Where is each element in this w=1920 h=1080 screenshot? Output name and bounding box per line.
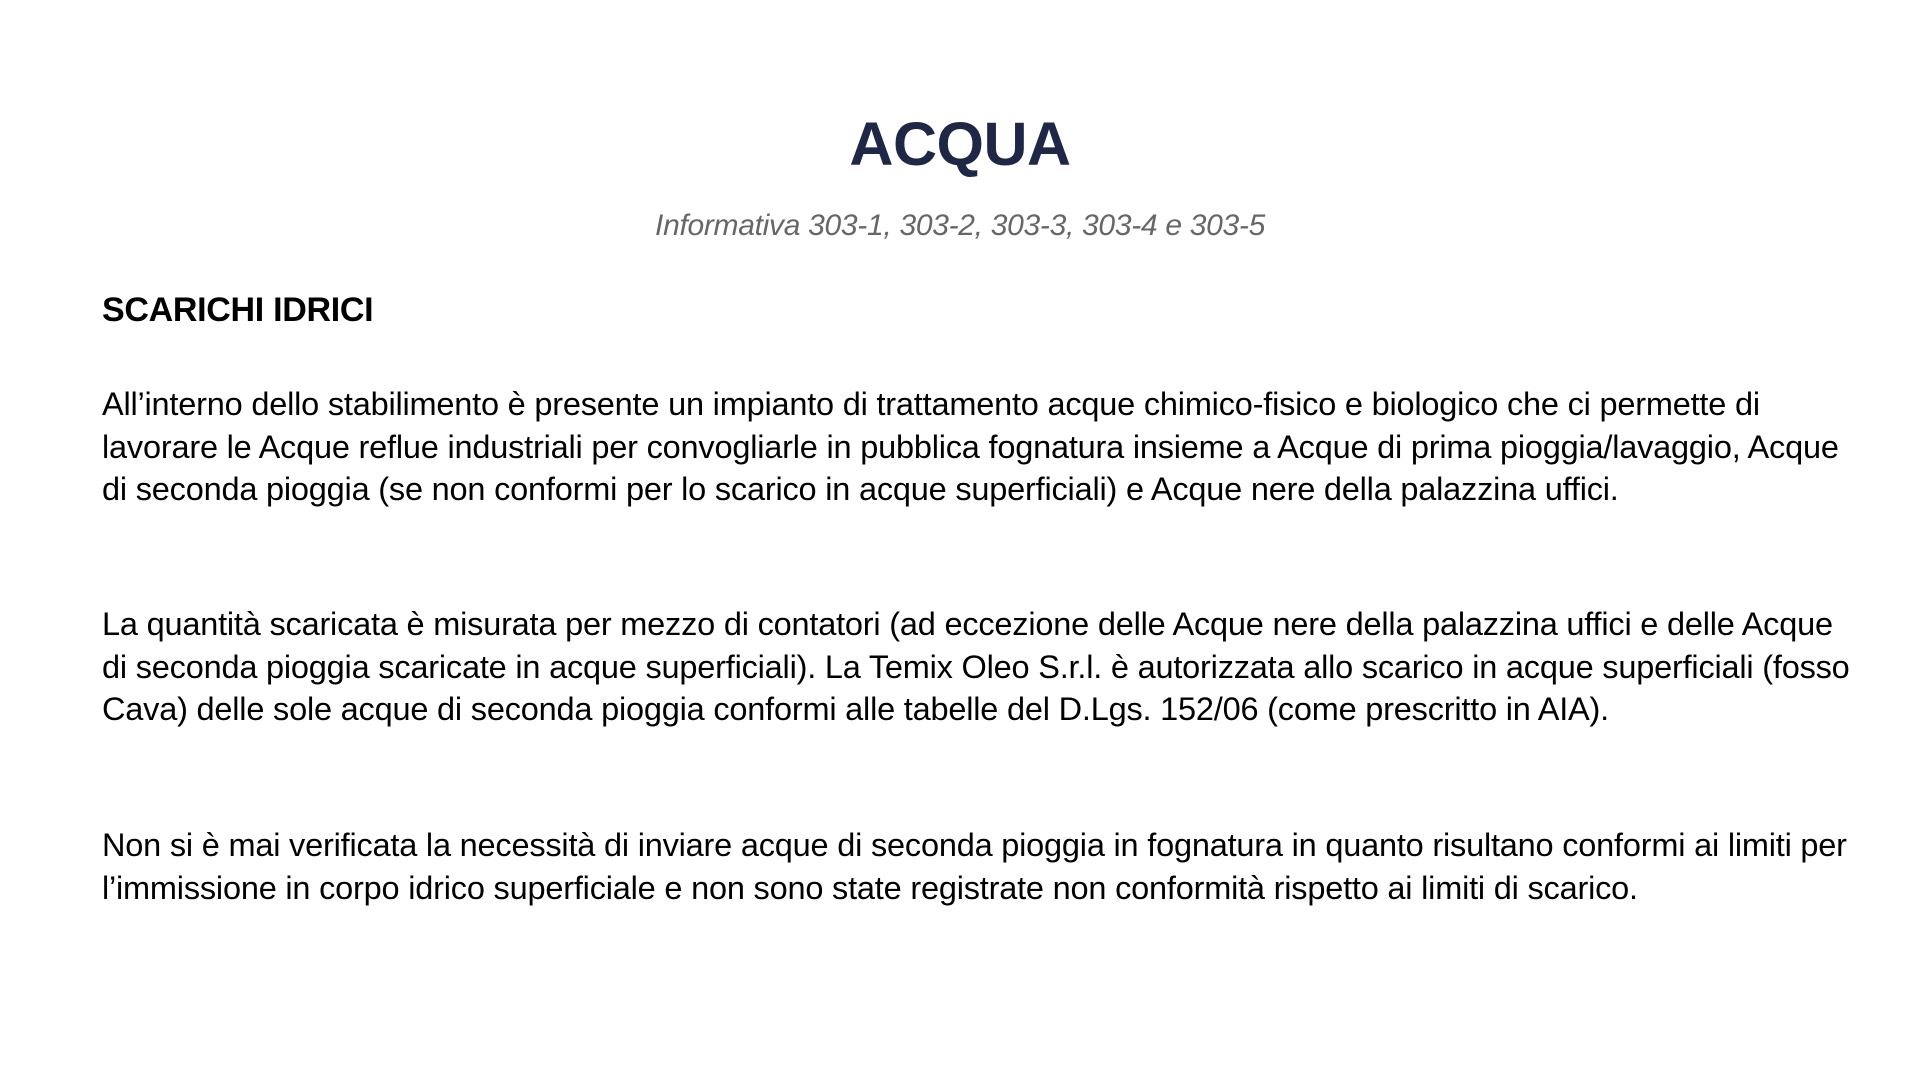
paragraph-treatment-plant: All’interno dello stabilimento è presente un impianto di trattamento acque chimico-fisico e biologico che ci permette di lavorare le Acque reflue industriali per convogliarle in pubblica fognatura insieme a Acque di prima pioggia/lavaggio, Acque di seconda pioggia (se non conformi per lo scarico in acque superficiali) e Acque nere della palazzina uffici. <box>102 386 1839 507</box>
page-title: ACQUA <box>849 110 1071 178</box>
paragraph-discharge-measurement: La quantità scaricata è misurata per mezzo di contatori (ad eccezione delle Acque nere della palazzina uffici e delle Acque di seconda pioggia scaricate in acque superficiali). La Temix Oleo S.r.l. è autorizzata allo scarico in acque superficiali (fosso Cava) delle sole acque di seconda pioggia conformi alle tabelle del D.Lgs. 152/06 (come prescritto in AIA). <box>102 606 1850 727</box>
page-subtitle: Informativa 303-1, 303-2, 303-3, 303-4 e 303-5 <box>655 209 1265 242</box>
paragraph-compliance: Non si è mai verificata la necessità di inviare acque di seconda pioggia in fognatura in quanto risultano conformi ai limiti per l’immissione in corpo idrico superficiale e non sono state registrate non conformità rispetto ai limiti di scarico. <box>102 827 1847 906</box>
section-heading: SCARICHI IDRICI <box>102 291 374 329</box>
